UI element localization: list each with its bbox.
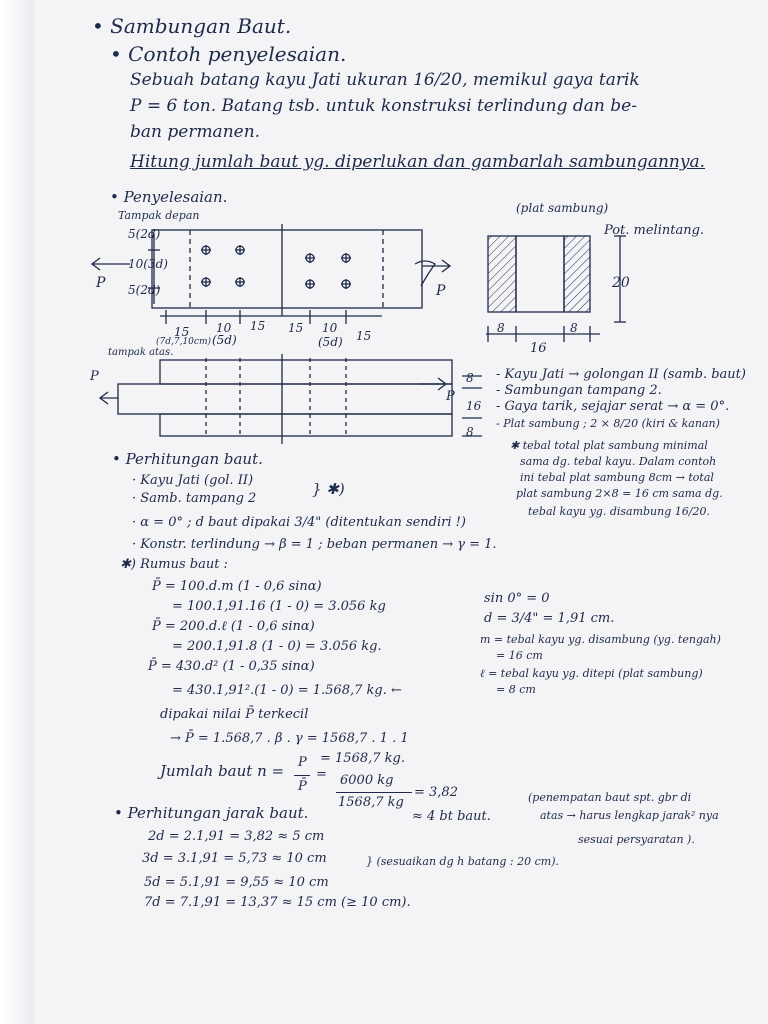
spacing-label: 10 (322, 321, 338, 335)
bolt-count-result: = 3,82 (414, 785, 458, 800)
fraction-denominator: 1568,7 kg (338, 795, 404, 810)
page-subtitle: Contoh penyelesaian. (128, 42, 347, 66)
dim-label: 8 (466, 425, 474, 439)
calc-item: · α = 0° ; d baut dipakai 3/4" (ditentukan sendiri !) (132, 515, 466, 530)
formula-heading: ✱) Rumus baut : (120, 557, 228, 572)
force-label: P (436, 283, 446, 299)
dim-label: 20 (612, 275, 630, 291)
dim-label: 10(3d) (128, 257, 168, 271)
dim-label: 5(2d) (128, 227, 161, 241)
dim-label: 8 (570, 321, 578, 335)
bullet-icon: • (110, 188, 119, 206)
placement-note-line: (penempatan baut spt. gbr di (528, 791, 692, 804)
formula-line: P̄ = 100.d.m (1 - 0,6 sinα) (152, 579, 322, 594)
equals-sign: = (316, 767, 327, 782)
formula-line: P̄ = 200.d.ℓ (1 - 0,6 sinα) (152, 619, 315, 634)
spacing-label: (5d) (212, 333, 237, 347)
formula-line: dipakai nilai P̄ terkecil (160, 707, 309, 722)
title-line (92, 16, 291, 36)
right-plate (564, 236, 590, 312)
force-label: P (96, 275, 106, 291)
spacing-line: 2d = 2.1,91 = 3,82 ≈ 5 cm (148, 829, 325, 844)
cross-section-diagram (480, 222, 630, 362)
fraction-bar (294, 775, 310, 776)
solution-heading-line (110, 190, 227, 205)
paper-edge (0, 0, 34, 1024)
formula-line: = 430.1,91².(1 - 0) = 1.568,7 kg. ← (172, 683, 402, 698)
formula-line: = 1568,7 kg. (320, 751, 405, 766)
formula-line: P̄ = 430.d² (1 - 0,35 sinα) (148, 659, 315, 674)
top-plate (160, 360, 452, 384)
note-line: tebal kayu yg. disambung 16/20. (528, 505, 710, 518)
formula-line: → P̄ = 1.568,7 . β . γ = 1568,7 . 1 . 1 (170, 731, 409, 746)
bullet-icon: • (110, 42, 122, 66)
timber-member (152, 230, 422, 308)
note-line: sama dg. tebal kayu. Dalam contoh (520, 455, 717, 468)
note-line: - Plat sambung ; 2 × 8/20 (kiri & kanan) (496, 417, 720, 430)
placement-note-line: sesuai persyaratan ). (578, 833, 695, 846)
cut-line (415, 261, 435, 286)
dim-label: 8 (497, 321, 505, 335)
problem-line: Hitung jumlah baut yg. diperlukan dan gambarlah sambungannya. (130, 152, 705, 172)
spacing-label: 15 (174, 325, 190, 339)
problem-line: Sebuah batang kayu Jati ukuran 16/20, memikul gaya tarik (130, 70, 640, 90)
bolt-icon (235, 245, 245, 255)
problem-line: ban permanen. (130, 122, 261, 142)
solution-heading: Penyelesaian. (123, 188, 228, 206)
calc-item: · Samb. tampang 2 (132, 491, 257, 506)
bolt-count-rounded: ≈ 4 bt baut. (412, 809, 491, 824)
dim-label: 16 (530, 341, 547, 356)
timber-member (118, 384, 452, 414)
subtitle-line (110, 44, 346, 64)
section-label: Pot. melintang. (604, 223, 705, 238)
spacing-label: 10 (216, 321, 232, 335)
fraction-numerator: 6000 kg (340, 773, 394, 788)
calc-item: · Konstr. terlindung → β = 1 ; beban permanen → γ = 1. (132, 537, 497, 552)
calc-heading-line (112, 452, 263, 467)
note-line: ✱ tebal total plat sambung minimal (510, 439, 708, 452)
placement-note-line: atas → harus lengkap jarak² nya (540, 809, 719, 822)
force-label: P (90, 369, 99, 384)
bolt-icon (305, 253, 315, 263)
calc-heading: Perhitungan baut. (125, 450, 263, 468)
bolt-icon (235, 277, 245, 287)
spacing-line: 3d = 3.1,91 = 5,73 ≈ 10 cm (142, 851, 327, 866)
var-line: sin 0° = 0 (484, 591, 550, 606)
top-view-diagram (90, 354, 490, 446)
page-title: Sambungan Baut. (110, 14, 292, 38)
bolt-count-label: Jumlah baut n = (160, 762, 285, 780)
top-view-label: tampak atas. (108, 347, 174, 358)
spacing-note: } (sesuaikan dg h batang : 20 cm). (366, 855, 559, 868)
spacing-label: (5d) (318, 335, 343, 349)
formula-line: = 100.1,91.16 (1 - 0) = 3.056 kg (172, 599, 386, 614)
var-line: = 16 cm (496, 649, 543, 662)
spacing-label: 15 (288, 321, 304, 335)
spacing-heading: • Perhitungan jarak baut. (114, 804, 309, 822)
bolt-icon (341, 253, 351, 263)
left-plate (488, 236, 516, 312)
bullet-icon: • (112, 450, 121, 468)
fraction-denominator: P̄ (298, 779, 307, 794)
spacing-label: 15 (356, 329, 372, 343)
var-line: = 8 cm (496, 683, 536, 696)
var-line: d = 3/4" = 1,91 cm. (484, 611, 615, 626)
bullet-icon: • (92, 14, 104, 38)
spacing-line: 7d = 7.1,91 = 13,37 ≈ 15 cm (≥ 10 cm). (144, 895, 411, 910)
front-view-label: Tampak depan (118, 209, 200, 222)
dim-label: 8 (466, 371, 474, 385)
force-label: P (446, 389, 455, 404)
plate-label: (plat sambung) (516, 201, 609, 215)
note-line: ini tebal plat sambung 8cm → total (520, 471, 714, 484)
dim-label: 16 (466, 399, 482, 413)
timber-core (516, 236, 564, 312)
fraction-numerator: P (298, 755, 307, 770)
spacing-label: (7d,7,10cm) (156, 337, 211, 347)
var-line: ℓ = tebal kayu yg. ditepi (plat sambung) (480, 667, 703, 680)
note-line: - Gaya tarik, sejajar serat → α = 0°. (496, 399, 730, 414)
spacing-line: 5d = 5.1,91 = 9,55 ≈ 10 cm (144, 875, 329, 890)
note-line: plat sambung 2×8 = 16 cm sama dg. (516, 487, 723, 500)
note-line: - Kayu Jati → golongan II (samb. baut) (496, 367, 746, 382)
calc-item: · Kayu Jati (gol. II) (132, 473, 254, 488)
bolt-icon (201, 245, 211, 255)
spacing-label: 15 (250, 319, 266, 333)
bolt-icon (201, 277, 211, 287)
formula-line: = 200.1,91.8 (1 - 0) = 3.056 kg. (172, 639, 382, 654)
bottom-plate (160, 414, 452, 436)
problem-line: P = 6 ton. Batang tsb. untuk konstruksi terlindung dan be- (130, 96, 637, 116)
bolt-icon (341, 279, 351, 289)
note-line: - Sambungan tampang 2. (496, 383, 662, 398)
bolt-icon (305, 279, 315, 289)
fraction-bar (336, 792, 412, 793)
var-line: m = tebal kayu yg. disambung (yg. tengah) (480, 633, 721, 646)
dim-label: 5(2d) (128, 283, 161, 297)
calc-brace: } ✱) (312, 480, 345, 498)
